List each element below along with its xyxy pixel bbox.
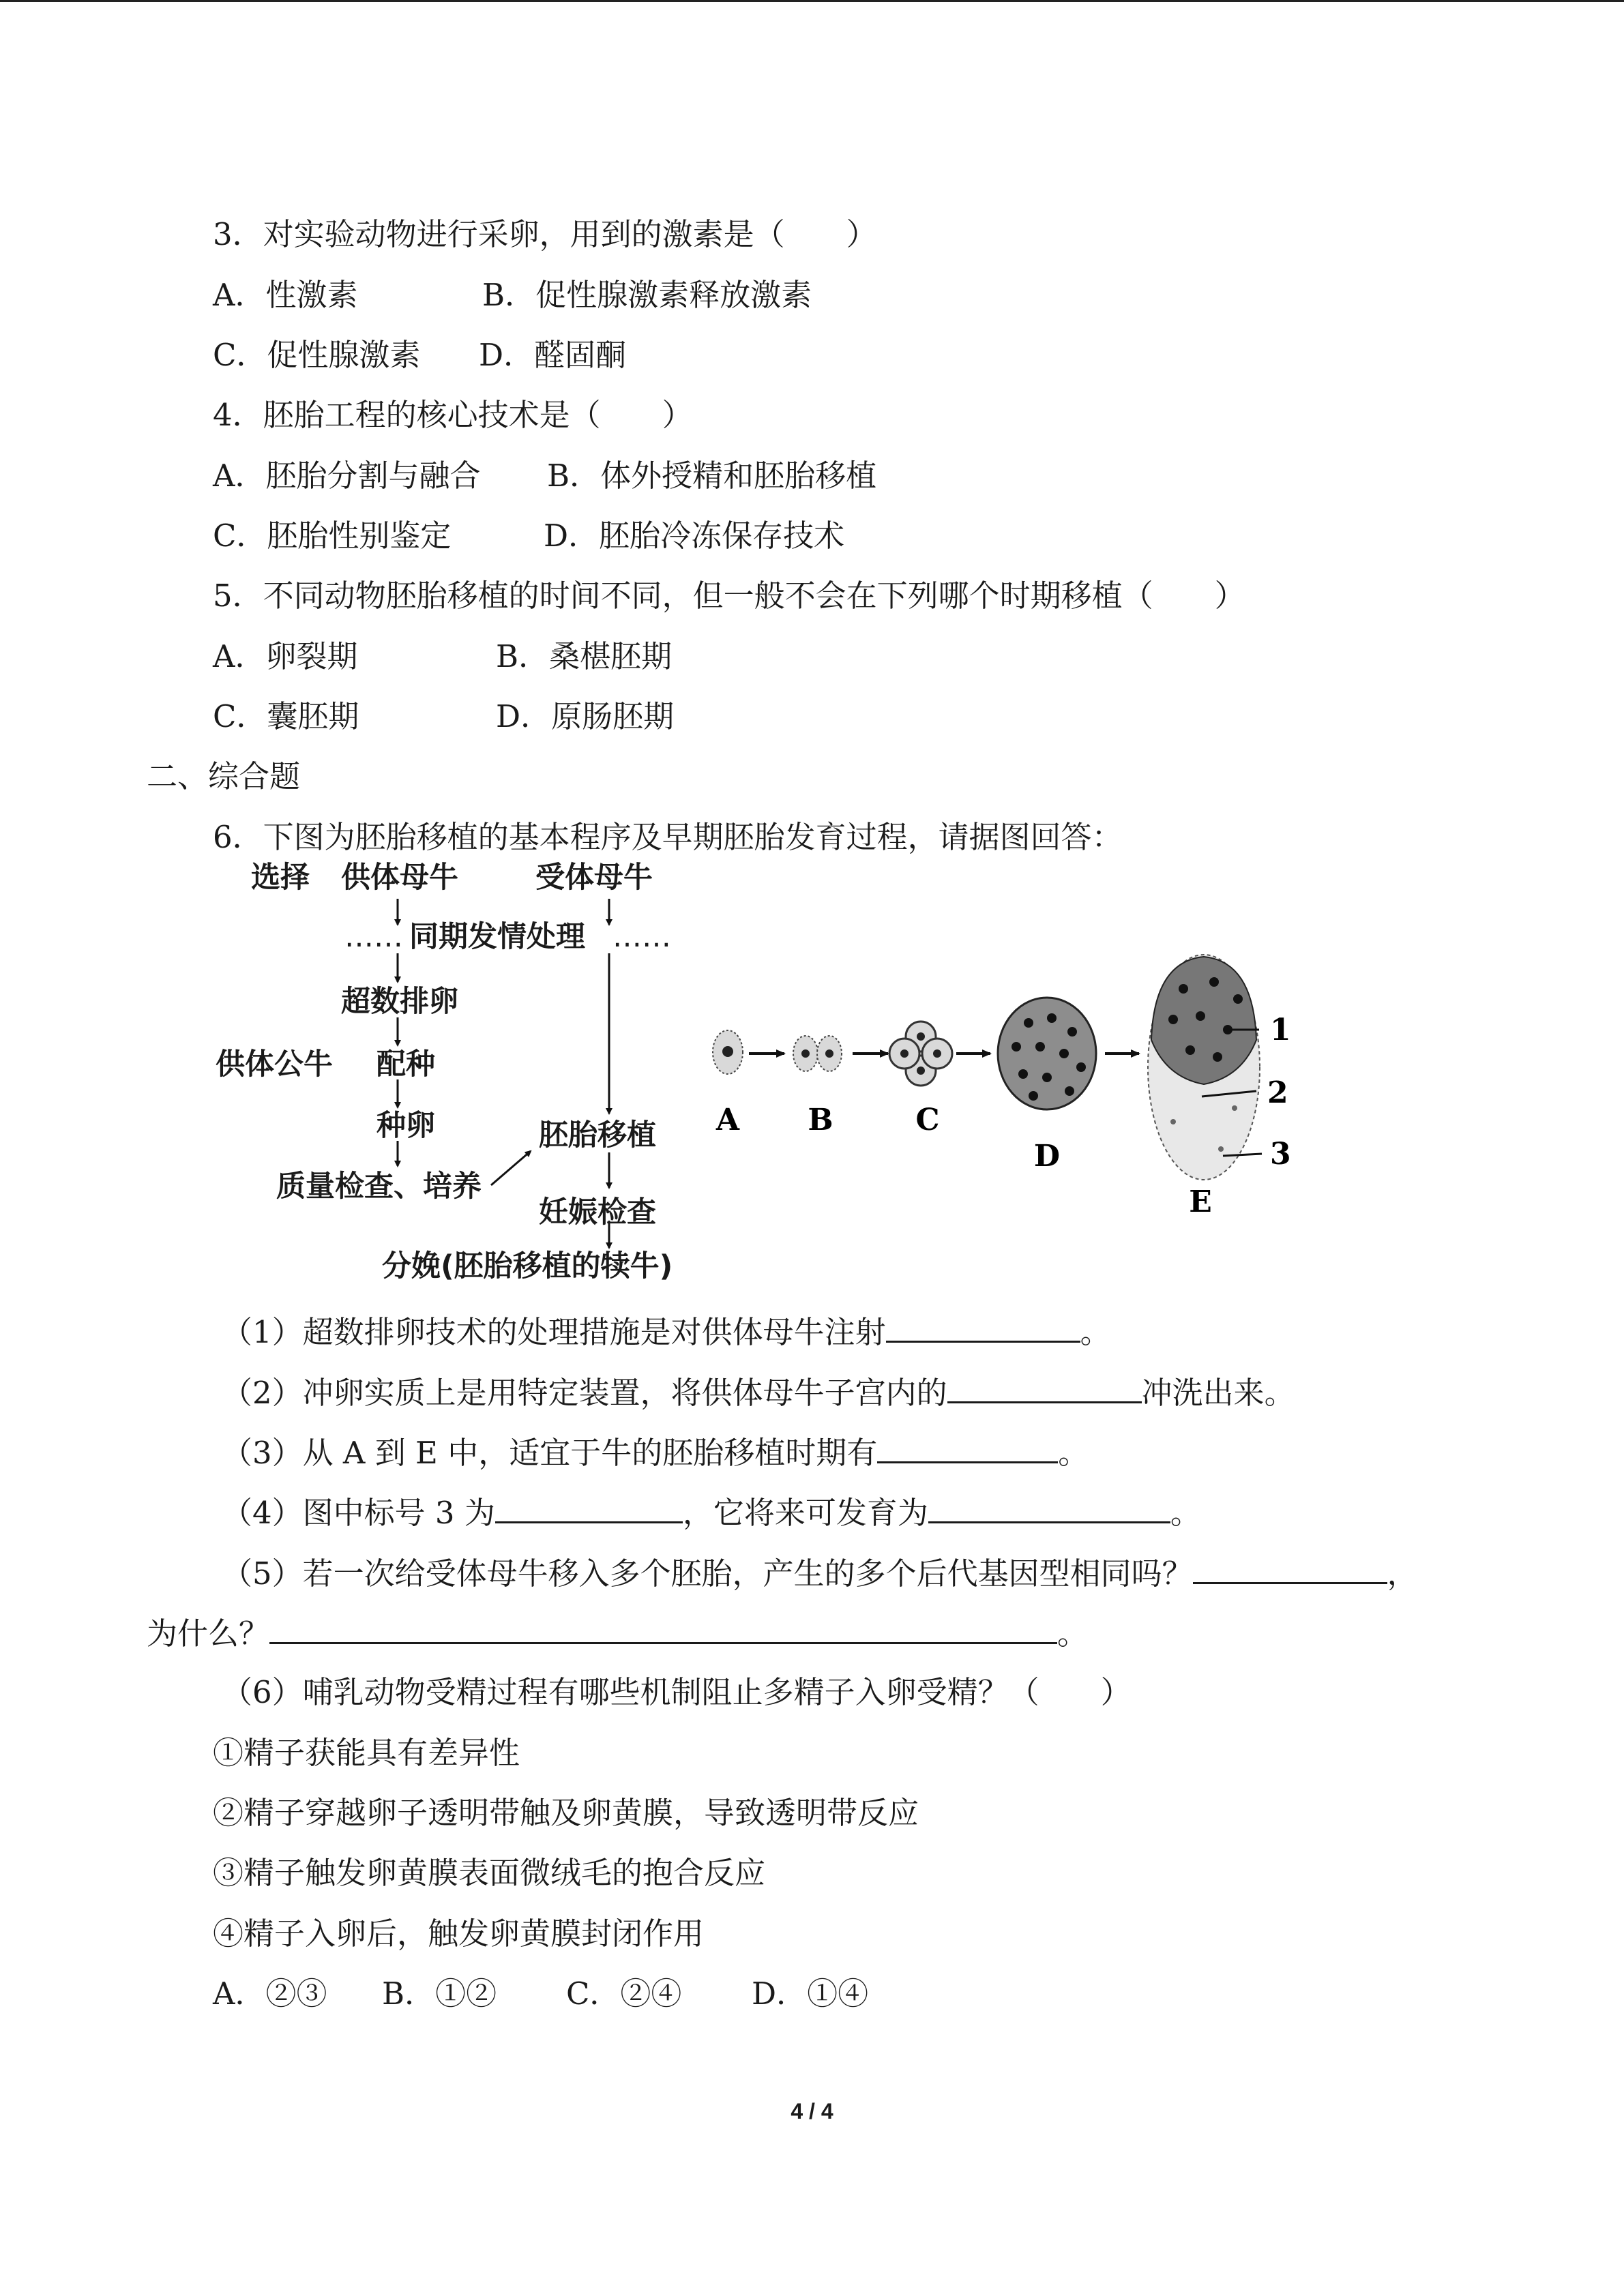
q6-sub5: [222, 1552, 1418, 1594]
q6-sub5-line2: [147, 1612, 1088, 1654]
flow-mating: 配种: [377, 1047, 435, 1082]
page-number: 4 / 4: [791, 2099, 833, 2123]
q6-choice-a: A．②③: [213, 1976, 327, 2012]
flow-superovulation: 超数排卵: [341, 985, 458, 1019]
q6-sub6-stem: （6）哺乳动物受精过程有哪些机制阻止多精子入卵受精？（ ）: [222, 1674, 1132, 1710]
flow-pregnancy-check: 妊娠检查: [539, 1195, 656, 1229]
q6-sub6-choices: [213, 1973, 868, 2014]
stage-a-zygote: [713, 1030, 743, 1074]
stage-label-d: D: [1033, 1139, 1061, 1174]
q5-option-c: C．囊胚期: [213, 698, 359, 734]
part-label-2: 2: [1267, 1075, 1288, 1110]
q6-sub2: [222, 1371, 1295, 1414]
q6-sub1-text: （1）超数排卵技术的处理措施是对供体母牛注射: [222, 1314, 886, 1350]
q6-sub4-mid: ，它将来可发育为: [682, 1495, 928, 1531]
stage-label-b: B: [808, 1103, 833, 1137]
stage-label-c: C: [915, 1103, 940, 1137]
q6-sub4-answer-blank-1: [495, 1491, 683, 1523]
stage-label-a: A: [715, 1103, 740, 1137]
q6-sub5-end: 。: [1057, 1615, 1089, 1652]
q3-option-a: A．性激素: [213, 277, 358, 313]
stage-e-blastocyst: [1148, 955, 1260, 1180]
q6-sub2-text: （2）冲卵实质上是用特定装置，将供体母牛子宫内的: [222, 1375, 947, 1411]
q5-option-d: D．原肠胚期: [496, 698, 675, 734]
q6-sub1-answer-blank: [886, 1311, 1080, 1343]
q6-sub3: [222, 1431, 1089, 1474]
q6-sub6-statement-1: ①精子获能具有差异性: [213, 1735, 520, 1771]
flow-sync: 同期发情处理: [409, 920, 585, 954]
stage-c-four-cell: [889, 1022, 952, 1086]
flowchart-arrows: [0, 0, 682, 1296]
q6-sub1-end: 。: [1080, 1314, 1111, 1350]
q6-sub4-text: （4）图中标号 3 为: [222, 1495, 495, 1531]
flow-sync-dots-right: ……: [612, 920, 671, 954]
q4-stem: 4．胚胎工程的核心技术是（ ）: [213, 397, 693, 433]
stage-d-morula: [998, 998, 1096, 1109]
q3-option-c: C．促性腺激素: [213, 337, 421, 373]
flow-quality-check: 质量检查、培养: [276, 1169, 482, 1204]
q4-option-a: A．胚胎分割与融合: [213, 458, 481, 494]
q6-choice-d: D．①④: [752, 1976, 869, 2012]
part-label-1: 1: [1270, 1013, 1291, 1047]
q5-option-a: A．卵裂期: [213, 638, 358, 674]
stage-b-two-cell: [793, 1036, 842, 1071]
q6-sub2-end: 冲洗出来。: [1141, 1375, 1295, 1411]
flow-birth: 分娩(胚胎移植的犊牛): [382, 1249, 673, 1283]
q3-option-d: D．醛固酮: [479, 337, 627, 373]
stage-label-e: E: [1189, 1184, 1212, 1219]
section-2-title: 二、综合题: [147, 758, 301, 794]
q6-sub1: [222, 1311, 1111, 1353]
q6-sub5-mid: ，: [1387, 1555, 1418, 1592]
q6-sub6-statement-2: ②精子穿越卵子透明带触及卵黄膜，导致透明带反应: [213, 1795, 919, 1831]
q5-stem: 5．不同动物胚胎移植的时间不同，但一般不会在下列哪个时期移植（ ）: [213, 578, 1245, 614]
flow-sync-dots-left: ……: [344, 920, 403, 954]
flow-embryo-transfer: 胚胎移植: [539, 1118, 656, 1152]
q4-option-d: D．胚胎冷冻保存技术: [544, 518, 845, 554]
q6-stem: 6．下图为胚胎移植的基本程序及早期胚胎发育过程，请据图回答：: [213, 819, 1123, 855]
q6-sub4-answer-blank-2: [928, 1491, 1170, 1523]
embryo-development-diagram: [696, 951, 1296, 1238]
q6-sub5-answer-blank-1: [1193, 1552, 1387, 1584]
flow-donor-bull: 供体公牛: [216, 1047, 333, 1082]
q4-option-b: B．体外授精和胚胎移植: [547, 458, 877, 494]
flow-recipient-cow: 受体母牛: [535, 861, 653, 895]
q6-sub5-answer-blank-2: [269, 1612, 1057, 1644]
q4-option-c: C．胚胎性别鉴定: [213, 518, 452, 554]
q6-sub4-end: 。: [1170, 1495, 1201, 1531]
q6-sub4: [222, 1491, 1201, 1534]
q6-sub6-statement-4: ④精子入卵后，触发卵黄膜封闭作用: [213, 1915, 705, 1952]
q6-sub5-text: （5）若一次给受体母牛移入多个胚胎，产生的多个后代基因型相同吗？: [222, 1555, 1193, 1592]
q6-sub5-why: 为什么？: [147, 1615, 270, 1652]
q6-sub3-end: 。: [1058, 1435, 1089, 1471]
flow-select: 选择: [251, 861, 310, 895]
part-label-3: 3: [1270, 1137, 1291, 1172]
flow-donor-cow: 供体母牛: [341, 861, 458, 895]
q6-sub3-answer-blank: [877, 1431, 1058, 1463]
q5-option-b: B．桑椹胚期: [496, 638, 673, 674]
q6-choice-b: B．①②: [382, 1976, 497, 2012]
q3-option-b: B．促性腺激素释放激素: [482, 277, 812, 313]
q6-choice-c: C．②④: [566, 1976, 682, 2012]
q6-sub3-text: （3）从 A 到 E 中，适宜于牛的胚胎移植时期有: [222, 1435, 878, 1471]
q6-sub2-answer-blank: [947, 1371, 1142, 1403]
q3-stem: 3．对实验动物进行采卵，用到的激素是（ ）: [213, 216, 877, 252]
q6-sub6-statement-3: ③精子触发卵黄膜表面微绒毛的抱合反应: [213, 1855, 766, 1891]
flow-ovum: 种卵: [377, 1109, 435, 1143]
